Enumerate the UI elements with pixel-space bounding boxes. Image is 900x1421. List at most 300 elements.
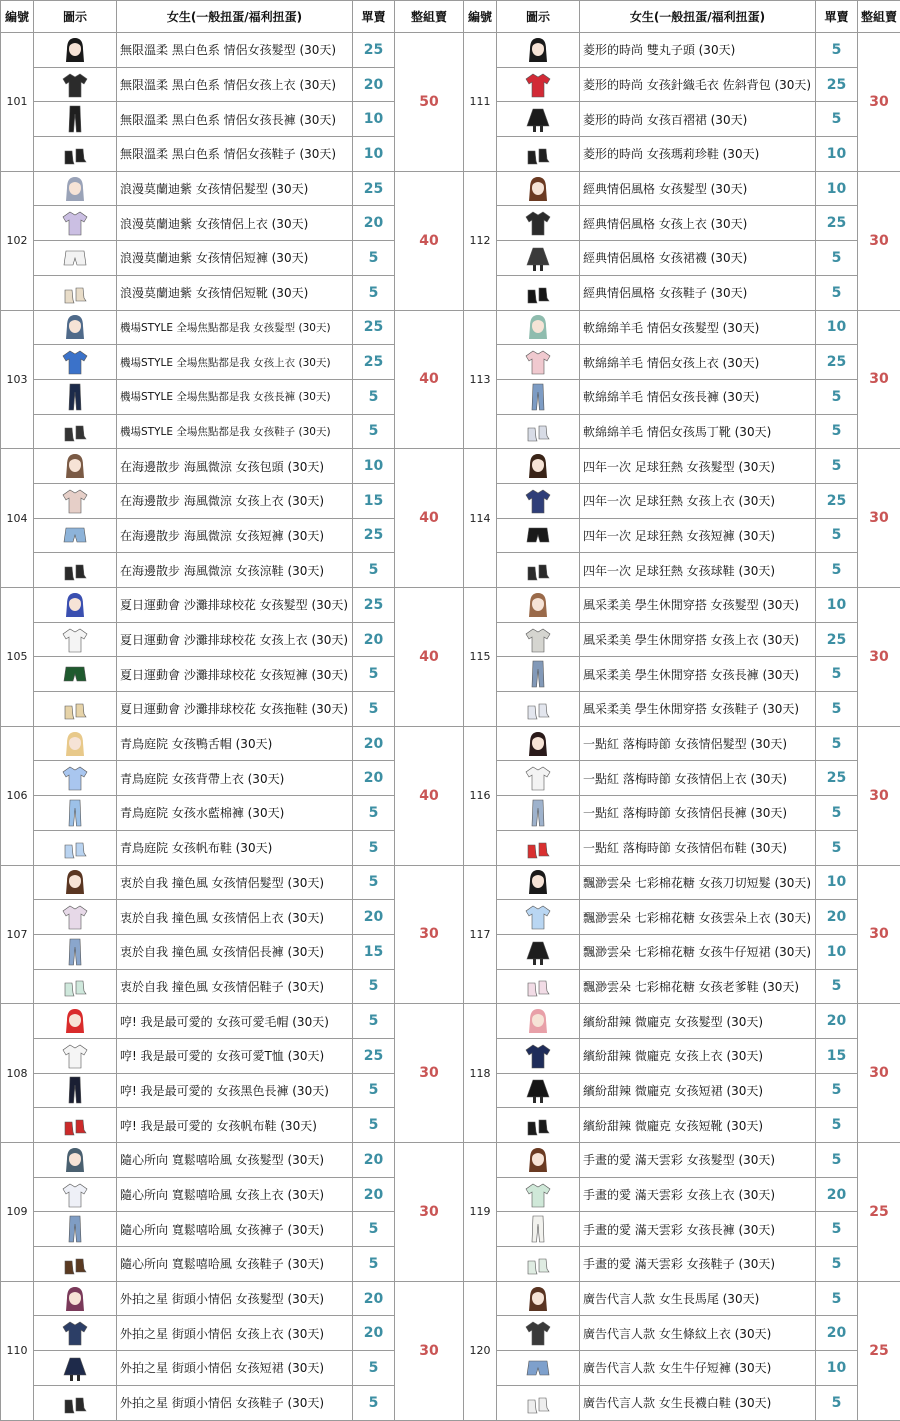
item-icon-cell [497,726,580,761]
set-price: 30 [395,1004,464,1143]
shoes-icon [525,416,551,446]
hair-icon [525,35,551,65]
item-name: 經典情侶風格 女孩上衣 (30天) [580,206,816,241]
item-name: 機場STYLE 全場焦點都是我 女孩鞋子 (30天) [117,414,353,449]
item-price: 5 [353,969,395,1004]
table-row [464,137,900,172]
table-row [464,171,900,206]
item-icon-cell [34,241,117,276]
item-price: 25 [816,67,858,102]
table-row [464,414,900,449]
item-icon-cell [34,1281,117,1316]
table-row [1,1281,464,1316]
item-icon-cell [497,796,580,831]
item-price: 20 [353,206,395,241]
item-price: 5 [816,1108,858,1143]
top-icon [62,1318,88,1348]
item-name: 菱形的時尚 女孩針織毛衣 佐斜背包 (30天) [580,67,816,102]
table-row [464,553,900,588]
item-price: 20 [816,1004,858,1039]
item-icon-cell [497,1351,580,1386]
table-row [1,657,464,692]
table-row [464,1351,900,1386]
hair-icon [62,590,88,620]
item-icon-cell [497,692,580,727]
item-icon-cell [34,657,117,692]
set-id: 106 [1,726,34,865]
table-row [1,102,464,137]
item-name: 四年一次 足球狂熱 女孩上衣 (30天) [580,483,816,518]
item-icon-cell [497,345,580,380]
shoes-icon [525,833,551,863]
item-price: 15 [353,934,395,969]
set-id: 109 [1,1143,34,1282]
skirt-icon [62,1353,88,1383]
item-price: 10 [816,588,858,623]
skirt-icon [525,937,551,967]
item-name: 無限溫柔 黑白色系 情侶女孩髮型 (30天) [117,33,353,68]
top-icon [62,625,88,655]
table-row [1,171,464,206]
pants-icon [62,104,88,134]
item-icon-cell [34,796,117,831]
item-price: 10 [816,1351,858,1386]
table-row [1,1212,464,1247]
item-name: 繽紛甜辣 微龐克 女孩上衣 (30天) [580,1038,816,1073]
hair-icon [525,729,551,759]
table-row [1,379,464,414]
set-id: 104 [1,449,34,588]
hair-icon [525,451,551,481]
hair-icon [525,1006,551,1036]
table-row [1,761,464,796]
item-price: 25 [353,310,395,345]
right-table [463,0,900,1421]
item-price: 5 [353,692,395,727]
table-row [1,206,464,241]
item-name: 一點紅 落梅時節 女孩情侶布鞋 (30天) [580,830,816,865]
top-icon [525,763,551,793]
table-row [1,449,464,484]
set-id: 107 [1,865,34,1004]
table-row [1,1108,464,1143]
set-price: 40 [395,449,464,588]
hair-icon [525,1284,551,1314]
top-icon [525,70,551,100]
hair-icon [62,174,88,204]
item-price: 5 [816,33,858,68]
item-price: 5 [816,102,858,137]
item-name: 手畫的愛 滿天雲彩 女孩鞋子 (30天) [580,1247,816,1282]
table-row [464,1281,900,1316]
table-row [1,483,464,518]
table-row [464,761,900,796]
item-price: 5 [353,830,395,865]
shoes-icon [62,694,88,724]
table-row [464,206,900,241]
item-icon-cell [497,761,580,796]
item-icon-cell [34,622,117,657]
pants-icon [62,1075,88,1105]
table-row [464,275,900,310]
item-name: 廣告代言人款 女生條紋上衣 (30天) [580,1316,816,1351]
hair-icon [525,867,551,897]
item-icon-cell [497,206,580,241]
item-name: 機場STYLE 全場焦點都是我 女孩上衣 (30天) [117,345,353,380]
shoes-icon [525,694,551,724]
item-price: 20 [353,726,395,761]
item-icon-cell [34,1073,117,1108]
item-name: 衷於自我 撞色風 女孩情侶上衣 (30天) [117,900,353,935]
item-price: 5 [353,1073,395,1108]
item-price: 25 [816,345,858,380]
item-name: 一點紅 落梅時節 女孩情侶長褲 (30天) [580,796,816,831]
top-icon [62,1041,88,1071]
item-price: 5 [353,1351,395,1386]
item-name: 飄渺雲朵 七彩棉花糖 女孩老爹鞋 (30天) [580,969,816,1004]
header-row [464,1,900,33]
item-icon-cell [34,830,117,865]
shoes-icon [62,416,88,446]
item-price: 5 [353,796,395,831]
item-name: 哼! 我是最可愛的 女孩黑色長褲 (30天) [117,1073,353,1108]
table-row [1,67,464,102]
table-row [464,726,900,761]
item-price: 5 [816,241,858,276]
item-name: 夏日運動會 沙灘排球校花 女孩髮型 (30天) [117,588,353,623]
shoes-icon [62,1388,88,1418]
set-price: 40 [395,588,464,727]
table-row [1,1038,464,1073]
shorts-icon [525,520,551,550]
item-icon-cell [34,310,117,345]
top-icon [525,347,551,377]
item-icon-cell [497,102,580,137]
top-icon [62,347,88,377]
item-name: 繽紛甜辣 微龐克 女孩短裙 (30天) [580,1073,816,1108]
set-price: 30 [395,1143,464,1282]
item-icon-cell [34,726,117,761]
item-icon-cell [497,1316,580,1351]
item-name: 風采柔美 學生休閒穿搭 女孩長褲 (30天) [580,657,816,692]
item-price: 5 [816,1281,858,1316]
item-icon-cell [497,553,580,588]
item-name: 青鳥庭院 女孩水藍棉褲 (30天) [117,796,353,831]
item-name: 夏日運動會 沙灘排球校花 女孩短褲 (30天) [117,657,353,692]
hair-icon [62,729,88,759]
set-price: 30 [395,865,464,1004]
table-row [1,1004,464,1039]
item-icon-cell [497,241,580,276]
item-name: 青鳥庭院 女孩鴨舌帽 (30天) [117,726,353,761]
item-price: 25 [816,206,858,241]
item-name: 外拍之星 街頭小情侶 女孩上衣 (30天) [117,1316,353,1351]
table-row [464,1038,900,1073]
item-price: 25 [353,33,395,68]
item-icon-cell [34,102,117,137]
item-icon-cell [497,1247,580,1282]
set-price: 30 [858,726,900,865]
item-icon-cell [497,1004,580,1039]
item-name: 外拍之星 街頭小情侶 女孩髮型 (30天) [117,1281,353,1316]
table-row [1,796,464,831]
item-name: 繽紛甜辣 微龐克 女孩短靴 (30天) [580,1108,816,1143]
skirt-icon [525,104,551,134]
top-icon [525,1041,551,1071]
table-row [1,622,464,657]
table-row [464,1108,900,1143]
top-icon [525,486,551,516]
table-row [464,622,900,657]
set-price: 40 [395,726,464,865]
item-price: 5 [353,414,395,449]
item-price: 15 [816,1038,858,1073]
top-icon [62,902,88,932]
table-row [464,449,900,484]
item-icon-cell [497,1038,580,1073]
item-name: 飄渺雲朵 七彩棉花糖 女孩刀切短髮 (30天) [580,865,816,900]
item-icon-cell [497,275,580,310]
table-row [1,414,464,449]
item-price: 20 [816,1177,858,1212]
table-row [464,1212,900,1247]
set-id: 103 [1,310,34,449]
hair-icon [525,1145,551,1175]
table-row [464,1073,900,1108]
item-name: 四年一次 足球狂熱 女孩球鞋 (30天) [580,553,816,588]
item-name: 哼! 我是最可愛的 女孩帆布鞋 (30天) [117,1108,353,1143]
item-price: 25 [353,171,395,206]
pants-icon [525,382,551,412]
pants-icon [525,659,551,689]
item-icon-cell [34,1316,117,1351]
item-price: 10 [353,102,395,137]
item-name: 外拍之星 街頭小情侶 女孩短裙 (30天) [117,1351,353,1386]
table-row [464,518,900,553]
item-price: 5 [816,1247,858,1282]
item-price: 5 [816,1385,858,1420]
item-icon-cell [34,275,117,310]
item-price: 5 [816,449,858,484]
hair-icon [62,35,88,65]
table-row [1,345,464,380]
hair-icon [62,451,88,481]
item-price: 25 [816,761,858,796]
item-icon-cell [34,518,117,553]
table-row [1,1316,464,1351]
item-icon-cell [497,622,580,657]
table-row [1,1247,464,1282]
table-row [464,796,900,831]
hair-icon [525,590,551,620]
shoes-icon [62,139,88,169]
item-name: 機場STYLE 全場焦點都是我 女孩長褲 (30天) [117,379,353,414]
item-name: 隨心所向 寬鬆嘻哈風 女孩褲子 (30天) [117,1212,353,1247]
item-icon-cell [497,900,580,935]
table-row [464,934,900,969]
set-price: 30 [858,449,900,588]
table-row [1,137,464,172]
item-name: 夏日運動會 沙灘排球校花 女孩上衣 (30天) [117,622,353,657]
item-price: 20 [353,1316,395,1351]
item-price: 5 [816,275,858,310]
item-icon-cell [497,588,580,623]
shorts-icon [62,659,88,689]
item-icon-cell [34,483,117,518]
skirt-icon [525,243,551,273]
item-price: 10 [816,934,858,969]
set-price: 25 [858,1281,900,1420]
table-row [464,1177,900,1212]
hair-icon [62,1284,88,1314]
set-id: 115 [464,588,497,727]
item-price: 25 [816,483,858,518]
table-row [464,379,900,414]
set-id: 102 [1,171,34,310]
item-price: 5 [816,969,858,1004]
hair-icon [62,312,88,342]
item-price: 20 [353,761,395,796]
item-price: 20 [353,622,395,657]
item-price: 5 [353,553,395,588]
item-price: 5 [816,1073,858,1108]
table-row [464,1004,900,1039]
set-price: 30 [858,33,900,172]
pants-icon [62,1214,88,1244]
item-icon-cell [34,379,117,414]
table-row [1,692,464,727]
table-row [1,1143,464,1178]
item-price: 10 [816,865,858,900]
table-row [1,865,464,900]
item-name: 一點紅 落梅時節 女孩情侶髮型 (30天) [580,726,816,761]
header-set: 整組賣 [395,1,464,33]
item-icon-cell [34,692,117,727]
item-icon-cell [497,1177,580,1212]
item-name: 青鳥庭院 女孩背帶上衣 (30天) [117,761,353,796]
hair-icon [525,174,551,204]
item-name: 風采柔美 學生休閒穿搭 女孩髮型 (30天) [580,588,816,623]
set-id: 118 [464,1004,497,1143]
item-icon-cell [34,1351,117,1386]
item-name: 浪漫莫蘭迪紫 女孩情侶短褲 (30天) [117,241,353,276]
item-icon-cell [34,934,117,969]
shoes-icon [525,1110,551,1140]
item-icon-cell [497,1212,580,1247]
item-price: 5 [353,379,395,414]
set-id: 113 [464,310,497,449]
item-price: 5 [353,1004,395,1039]
item-price: 10 [816,171,858,206]
set-price: 30 [858,171,900,310]
table-row [1,1351,464,1386]
item-price: 5 [353,1247,395,1282]
item-price: 5 [353,1108,395,1143]
item-icon-cell [497,67,580,102]
item-name: 軟綿綿羊毛 情侶女孩髮型 (30天) [580,310,816,345]
set-id: 116 [464,726,497,865]
table-row [1,830,464,865]
set-price: 30 [858,310,900,449]
item-icon-cell [497,969,580,1004]
item-name: 風采柔美 學生休閒穿搭 女孩鞋子 (30天) [580,692,816,727]
shoes-icon [525,278,551,308]
item-price: 15 [353,483,395,518]
shoes-icon [525,1249,551,1279]
table-row [1,275,464,310]
set-id: 114 [464,449,497,588]
item-price: 5 [353,241,395,276]
item-price: 20 [816,900,858,935]
table-row [464,830,900,865]
table-row [1,553,464,588]
item-name: 無限溫柔 黑白色系 情侶女孩長褲 (30天) [117,102,353,137]
pants-icon [525,798,551,828]
pants-icon [525,1214,551,1244]
item-icon-cell [34,588,117,623]
table-row [464,241,900,276]
shoes-icon [62,1110,88,1140]
item-name: 哼! 我是最可愛的 女孩可愛毛帽 (30天) [117,1004,353,1039]
item-name: 飄渺雲朵 七彩棉花糖 女孩牛仔短裙 (30天) [580,934,816,969]
header-set: 整組賣 [858,1,900,33]
header-name: 女生(一般扭蛋/福利扭蛋) [117,1,353,33]
item-icon-cell [34,206,117,241]
item-price: 25 [353,345,395,380]
pants-icon [62,798,88,828]
top-icon [62,486,88,516]
item-name: 廣告代言人款 女生牛仔短褲 (30天) [580,1351,816,1386]
item-price: 5 [816,692,858,727]
item-price: 5 [816,414,858,449]
item-name: 軟綿綿羊毛 情侶女孩上衣 (30天) [580,345,816,380]
table-row [464,1143,900,1178]
set-id: 110 [1,1281,34,1420]
item-icon-cell [497,171,580,206]
item-icon-cell [497,414,580,449]
item-icon-cell [497,1108,580,1143]
item-name: 軟綿綿羊毛 情侶女孩馬丁靴 (30天) [580,414,816,449]
item-price: 20 [816,1316,858,1351]
table-row [1,241,464,276]
item-name: 軟綿綿羊毛 情侶女孩長褲 (30天) [580,379,816,414]
item-icon-cell [34,1108,117,1143]
table-row [1,518,464,553]
item-icon-cell [34,761,117,796]
item-price: 10 [816,310,858,345]
item-name: 菱形的時尚 雙丸子頭 (30天) [580,33,816,68]
top-icon [62,70,88,100]
table-row [1,588,464,623]
shoes-icon [62,278,88,308]
shoes-icon [525,555,551,585]
shorts-icon [525,1353,551,1383]
table-row [464,1247,900,1282]
item-name: 在海邊散步 海風微涼 女孩涼鞋 (30天) [117,553,353,588]
item-name: 廣告代言人款 女生長馬尾 (30天) [580,1281,816,1316]
shoes-icon [62,1249,88,1279]
top-icon [62,1180,88,1210]
item-icon-cell [497,33,580,68]
top-icon [62,763,88,793]
item-name: 廣告代言人款 女生長襪白鞋 (30天) [580,1385,816,1420]
item-icon-cell [34,33,117,68]
item-price: 5 [353,275,395,310]
set-price: 40 [395,310,464,449]
item-icon-cell [34,1038,117,1073]
item-name: 浪漫莫蘭迪紫 女孩情侶短靴 (30天) [117,275,353,310]
set-id: 101 [1,33,34,172]
